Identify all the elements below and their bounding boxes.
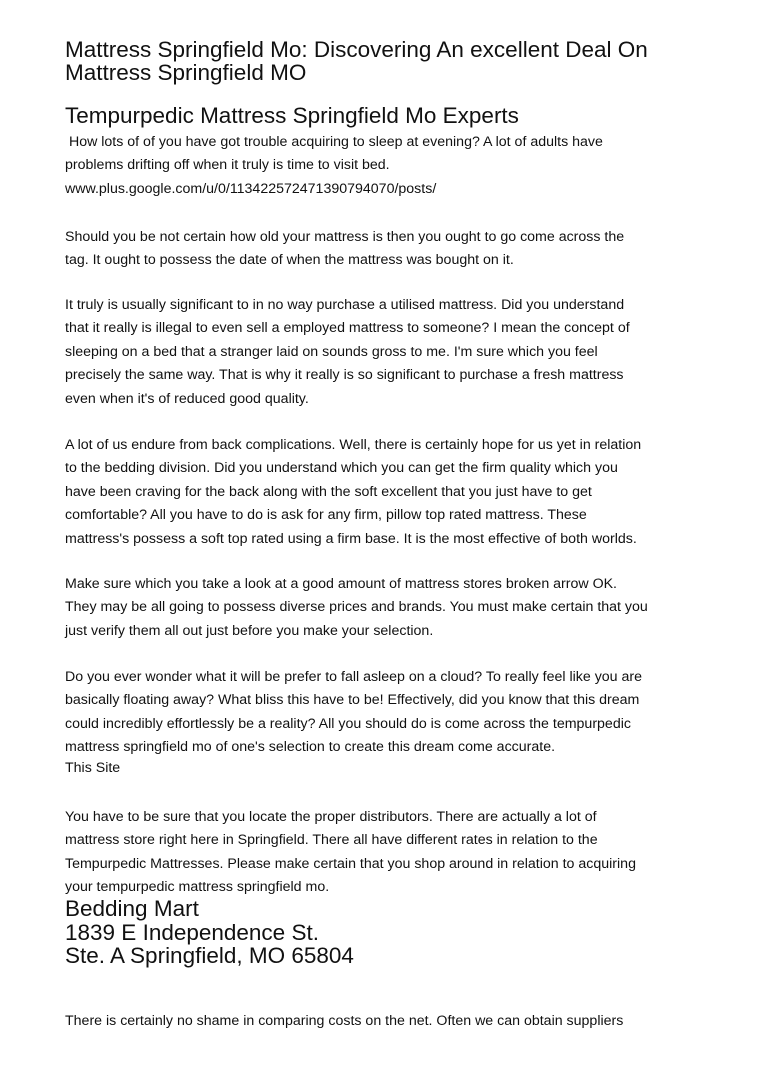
text-line: There is certainly no shame in comparing costs on the net. Often we can obtain suppliers: [65, 1013, 624, 1029]
text-line: How lots of of you have got trouble acquiring to sleep at evening? A lot of adults have: [65, 134, 603, 150]
paragraph-stores: [65, 573, 755, 643]
street-address: 1839 E Independence St.: [65, 919, 319, 945]
text-line: your tempurpedic mattress springfield mo.: [65, 879, 330, 896]
text-line: A lot of us endure from back complications. Well, there is certainly hope for us yet in relation: [65, 437, 642, 453]
url-line: www.plus.google.com/u/0/113422572471390794070/posts/: [65, 180, 437, 197]
text-line: Do you ever wonder what it will be prefer to fall asleep on a cloud? To really feel like you are: [65, 669, 643, 685]
title-line: Mattress Springfield MO: [65, 60, 307, 85]
text-line: mattress springfield mo of one's selection to create this dream come accurate.: [65, 739, 556, 756]
text-line: precisely the same way. That is why it really is so significant to purchase a fresh mattress: [65, 367, 624, 384]
text-line: They may be all going to possess diverse prices and brands. You must make certain that you: [65, 599, 648, 616]
text-line: You have to be sure that you locate the proper distributors. There are actually a lot of: [65, 809, 597, 825]
paragraph-used-mattress: [65, 294, 755, 411]
text-line: comfortable? All you have to do is ask for any firm, pillow top rated mattress. These: [65, 507, 587, 524]
store-name: Bedding Mart: [65, 896, 199, 921]
text-line: tag. It ought to possess the date of when the mattress was bought on it.: [65, 252, 514, 269]
text-line: mattress store right here in Springfield. There all have different rates in relation to the: [65, 832, 598, 849]
text-line: Should you be not certain how old your mattress is then you ought to go come across the: [65, 229, 625, 245]
text-line: problems drifting off when it truly is time to visit bed.: [65, 157, 390, 174]
text-line: Make sure which you take a look at a good amount of mattress stores broken arrow OK.: [65, 576, 618, 592]
text-line: just verify them all out just before you make your selection.: [65, 622, 434, 639]
text-line: Tempurpedic Mattresses. Please make certain that you shop around in relation to acquiring: [65, 855, 636, 872]
text-line: to the bedding division. Did you understand which you can get the firm quality which you: [65, 460, 618, 477]
paragraph-back: [65, 434, 755, 551]
text-line: sleeping on a bed that a stranger laid on sounds gross to me. I'm sure which you feel: [65, 343, 598, 360]
store-address: [65, 897, 745, 968]
text-line: This Site: [65, 759, 121, 776]
text-line: It truly is usually significant to in no way purchase a utilised mattress. Did you understand: [65, 297, 625, 313]
text-line: could incredibly effortlessly be a reality? All you should do is come across the tempurpedic: [65, 715, 631, 732]
text-line: mattress's possess a soft top rated using a firm base. It is the most effective of both worlds.: [65, 530, 637, 547]
paragraph-cloud: [65, 666, 755, 777]
paragraph-distributors: [65, 806, 755, 900]
text-line: basically floating away? What bliss this have to be! Effectively, did you know that this dream: [65, 692, 640, 709]
text-line: that it really is illegal to even sell a employed mattress to someone? I mean the concept of: [65, 320, 630, 337]
text-line: even when it's of reduced good quality.: [65, 390, 309, 407]
intro-paragraph: [65, 131, 755, 201]
paragraph-shame: [65, 1010, 755, 1033]
paragraph-tag: [65, 226, 755, 273]
section-heading: Tempurpedic Mattress Springfield Mo Experts: [65, 103, 519, 128]
title-line: Mattress Springfield Mo: Discovering An excellent Deal On: [65, 37, 648, 62]
page-title: [65, 38, 745, 84]
text-line: have been craving for the back along with the soft excellent that you just have to get: [65, 483, 592, 500]
city-address: Ste. A Springfield, MO 65804: [65, 943, 354, 968]
